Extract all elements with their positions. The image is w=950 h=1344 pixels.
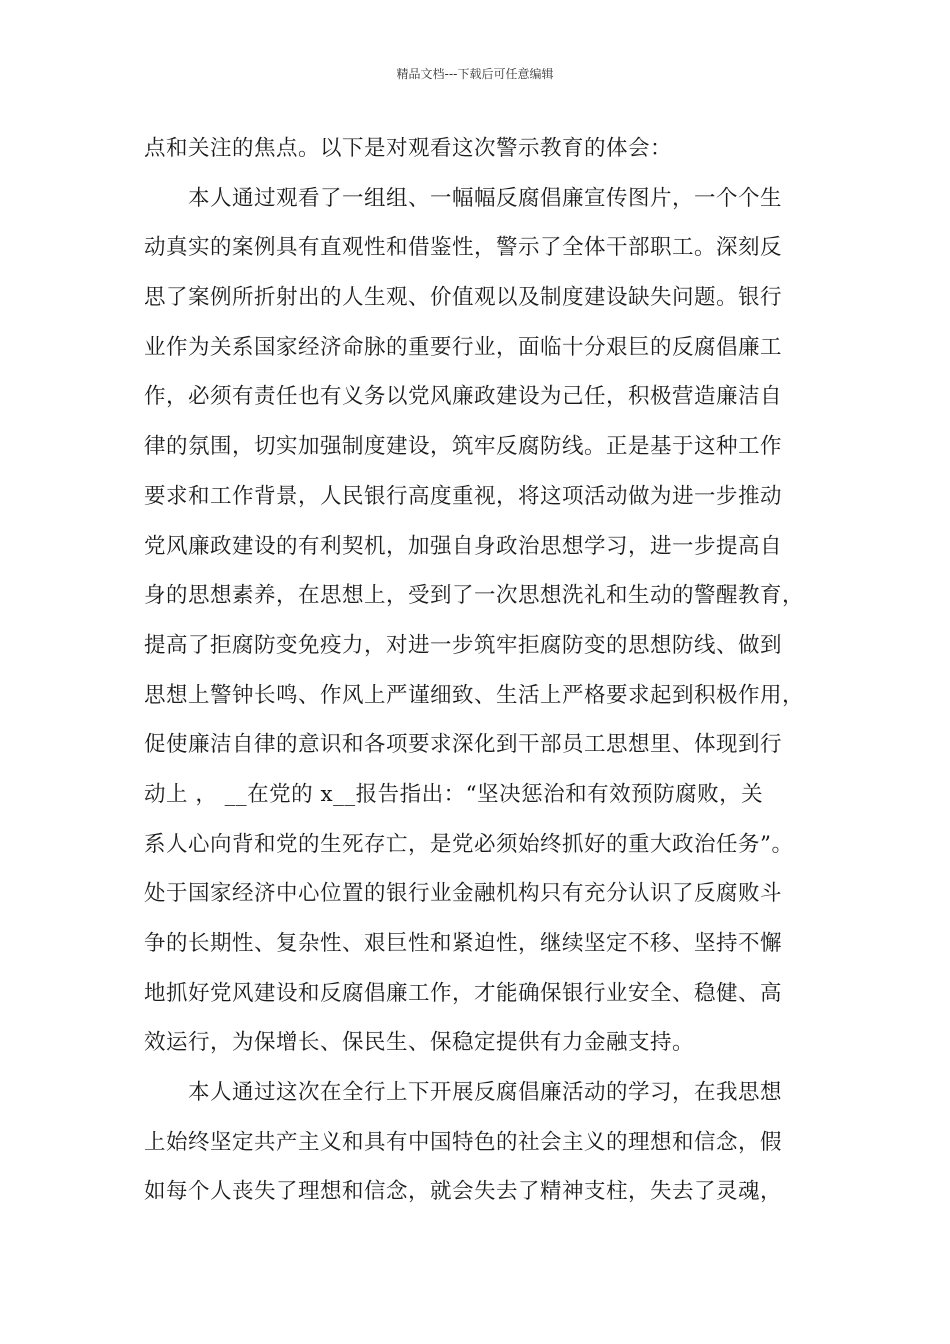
paragraph-1 (144, 124, 834, 174)
text-line: 提高了拒腐防变免疫力，对进一步筑牢拒腐防变的思想防线、做到 (144, 632, 783, 658)
text-line: 思了案例所折射出的人生观、价值观以及制度建设缺失问题。银行 (144, 285, 783, 311)
text-line: 处于国家经济中心位置的银行业金融机构只有充分认识了反腐败斗 (144, 881, 783, 907)
text-line: 地抓好党风建设和反腐倡廉工作，才能确保银行业安全、稳健、高 (144, 980, 783, 1006)
text-line: 动真实的案例具有直观性和借鉴性，警示了全体干部职工。深刻反 (144, 235, 783, 261)
text-line: 动上 ， __在党的 x__报告指出：“坚决惩治和有效预防腐败，关 (144, 781, 764, 807)
text-line: 业作为关系国家经济命脉的重要行业，面临十分艰巨的反腐倡廉工 (144, 334, 783, 360)
text-line: 本人通过这次在全行上下开展反腐倡廉活动的学习，在我思想 (188, 1080, 783, 1106)
page-header: 精品文档---下载后可任意编辑 (396, 67, 554, 81)
text-line: 效运行，为保增长、保民生、保稳定提供有力金融支持。 (144, 1030, 695, 1056)
text-line: 争的长期性、复杂性、艰巨性和紧迫性，继续坚定不移、坚持不懈 (144, 931, 783, 956)
document-body (144, 124, 834, 1217)
text-line: 要求和工作背景，人民银行高度重视，将这项活动做为进一步推动 (144, 483, 783, 509)
text-line: 党风廉政建设的有利契机，加强自身政治思想学习，进一步提高自 (144, 533, 783, 559)
text-line: 点和关注的焦点。以下是对观看这次警示教育的体会： (144, 136, 673, 161)
text-line: 思想上警钟长鸣、作风上严谨细致、生活上严格要求起到积极作用， (144, 682, 805, 708)
text-line: 本人通过观看了一组组、一幅幅反腐倡廉宣传图片，一个个生 (188, 185, 783, 211)
paragraph-3 (144, 1068, 834, 1217)
text-line: 上始终坚定共产主义和具有中国特色的社会主义的理想和信念，假 (144, 1129, 783, 1155)
text-line: 系人心向背和党的生死存亡，是党必须始终抓好的重大政治任务”。 (144, 831, 794, 857)
paragraph-2 (144, 174, 834, 1068)
text-line: 促使廉洁自律的意识和各项要求深化到干部员工思想里、体现到行 (144, 732, 783, 758)
text-line: 身的思想素养，在思想上，受到了一次思想洗礼和生动的警醒教育， (144, 583, 805, 609)
text-line: 作，必须有责任也有义务以党风廉政建设为己任，积极营造廉洁自 (144, 384, 783, 410)
text-line: 律的氛围，切实加强制度建设，筑牢反腐防线。正是基于这种工作 (144, 434, 783, 460)
text-line: 如每个人丧失了理想和信念，就会失去了精神支柱，失去了灵魂， (144, 1179, 783, 1205)
